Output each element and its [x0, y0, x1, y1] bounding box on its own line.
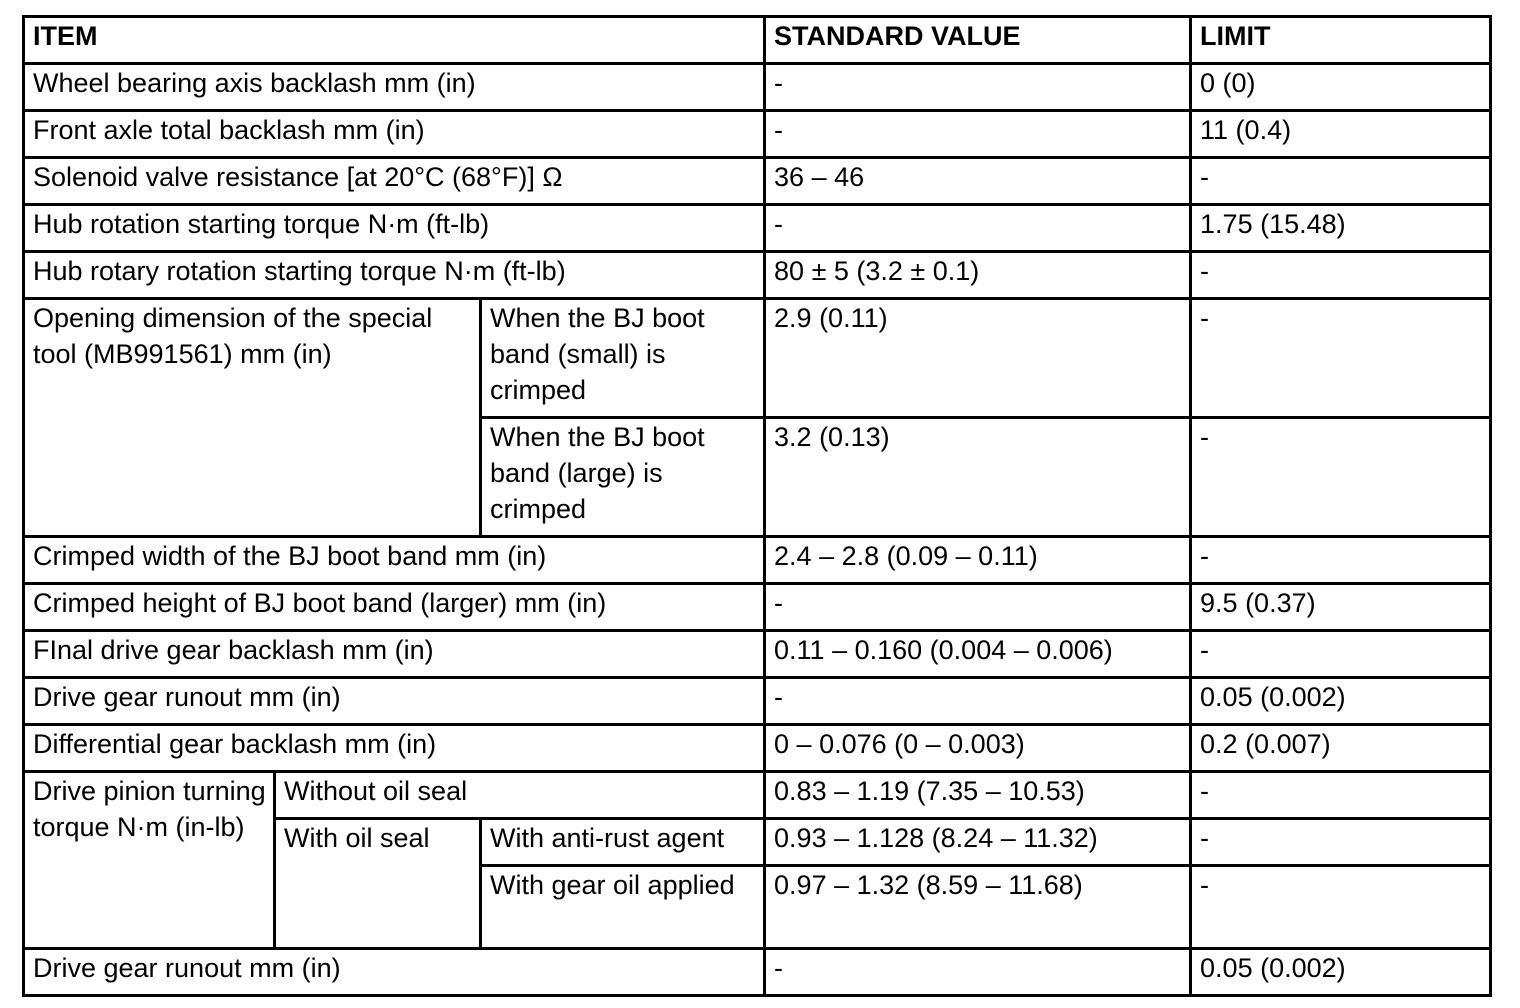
standard-value-cell: 36 – 46: [765, 158, 1191, 205]
header-item: ITEM: [24, 17, 765, 64]
item-cell: Drive pinion turning torque N·m (in-lb): [24, 772, 275, 949]
table-row: [24, 678, 1491, 725]
limit-cell: 0.2 (0.007): [1191, 725, 1491, 772]
table-row: [24, 949, 1491, 996]
item-cell: Crimped width of the BJ boot band mm (in): [24, 537, 765, 584]
sub-condition-cell: With anti-rust agent: [481, 819, 765, 866]
standard-value-cell: 3.2 (0.13): [765, 418, 1191, 537]
item-cell: Hub rotary rotation starting torque N·m (ft-lb): [24, 252, 765, 299]
standard-value-cell: -: [765, 678, 1191, 725]
standard-value-cell: -: [765, 64, 1191, 111]
table-row: [24, 772, 1491, 819]
limit-cell: 0.05 (0.002): [1191, 678, 1491, 725]
table-row: [24, 252, 1491, 299]
standard-value-cell: 0.11 – 0.160 (0.004 – 0.006): [765, 631, 1191, 678]
table-row: [24, 158, 1491, 205]
item-cell: Solenoid valve resistance [at 20°C (68°F)] Ω: [24, 158, 765, 205]
limit-cell: -: [1191, 631, 1491, 678]
standard-value-cell: 0.93 – 1.128 (8.24 – 11.32): [765, 819, 1191, 866]
item-cell: Opening dimension of the special tool (MB991561) mm (in): [24, 299, 481, 537]
standard-value-cell: 2.9 (0.11): [765, 299, 1191, 418]
standard-value-cell: -: [765, 205, 1191, 252]
item-cell: Crimped height of BJ boot band (larger) mm (in): [24, 584, 765, 631]
table-row: [24, 299, 1491, 418]
limit-cell: 9.5 (0.37): [1191, 584, 1491, 631]
condition-cell: Without oil seal: [275, 772, 765, 819]
item-cell: Front axle total backlash mm (in): [24, 111, 765, 158]
standard-value-cell: 2.4 – 2.8 (0.09 – 0.11): [765, 537, 1191, 584]
limit-cell: -: [1191, 252, 1491, 299]
condition-cell: When the BJ boot band (large) is crimped: [481, 418, 765, 537]
standard-value-cell: 0.83 – 1.19 (7.35 – 10.53): [765, 772, 1191, 819]
condition-cell: When the BJ boot band (small) is crimped: [481, 299, 765, 418]
limit-cell: -: [1191, 299, 1491, 418]
limit-cell: 11 (0.4): [1191, 111, 1491, 158]
standard-value-cell: 0 – 0.076 (0 – 0.003): [765, 725, 1191, 772]
limit-cell: 0 (0): [1191, 64, 1491, 111]
header-limit: LIMIT: [1191, 17, 1491, 64]
limit-cell: -: [1191, 772, 1491, 819]
limit-cell: -: [1191, 537, 1491, 584]
standard-value-cell: -: [765, 111, 1191, 158]
condition-cell: With oil seal: [275, 819, 481, 949]
table-row: [24, 584, 1491, 631]
standard-value-cell: -: [765, 584, 1191, 631]
table-header-row: [24, 17, 1491, 64]
standard-value-cell: -: [765, 949, 1191, 996]
specification-table: [22, 15, 1492, 997]
limit-cell: -: [1191, 819, 1491, 866]
item-cell: FInal drive gear backlash mm (in): [24, 631, 765, 678]
item-cell: Drive gear runout mm (in): [24, 949, 765, 996]
limit-cell: 0.05 (0.002): [1191, 949, 1491, 996]
table-row: [24, 205, 1491, 252]
table-row: [24, 631, 1491, 678]
limit-cell: 1.75 (15.48): [1191, 205, 1491, 252]
limit-cell: -: [1191, 418, 1491, 537]
table-row: [24, 111, 1491, 158]
standard-value-cell: 0.97 – 1.32 (8.59 – 11.68): [765, 866, 1191, 949]
table-row: [24, 725, 1491, 772]
item-cell: Wheel bearing axis backlash mm (in): [24, 64, 765, 111]
item-cell: Differential gear backlash mm (in): [24, 725, 765, 772]
limit-cell: -: [1191, 866, 1491, 949]
item-cell: Drive gear runout mm (in): [24, 678, 765, 725]
table-row: [24, 64, 1491, 111]
standard-value-cell: 80 ± 5 (3.2 ± 0.1): [765, 252, 1191, 299]
table-row: [24, 537, 1491, 584]
sub-condition-cell: With gear oil applied: [481, 866, 765, 949]
limit-cell: -: [1191, 158, 1491, 205]
header-standard-value: STANDARD VALUE: [765, 17, 1191, 64]
item-cell: Hub rotation starting torque N·m (ft-lb): [24, 205, 765, 252]
